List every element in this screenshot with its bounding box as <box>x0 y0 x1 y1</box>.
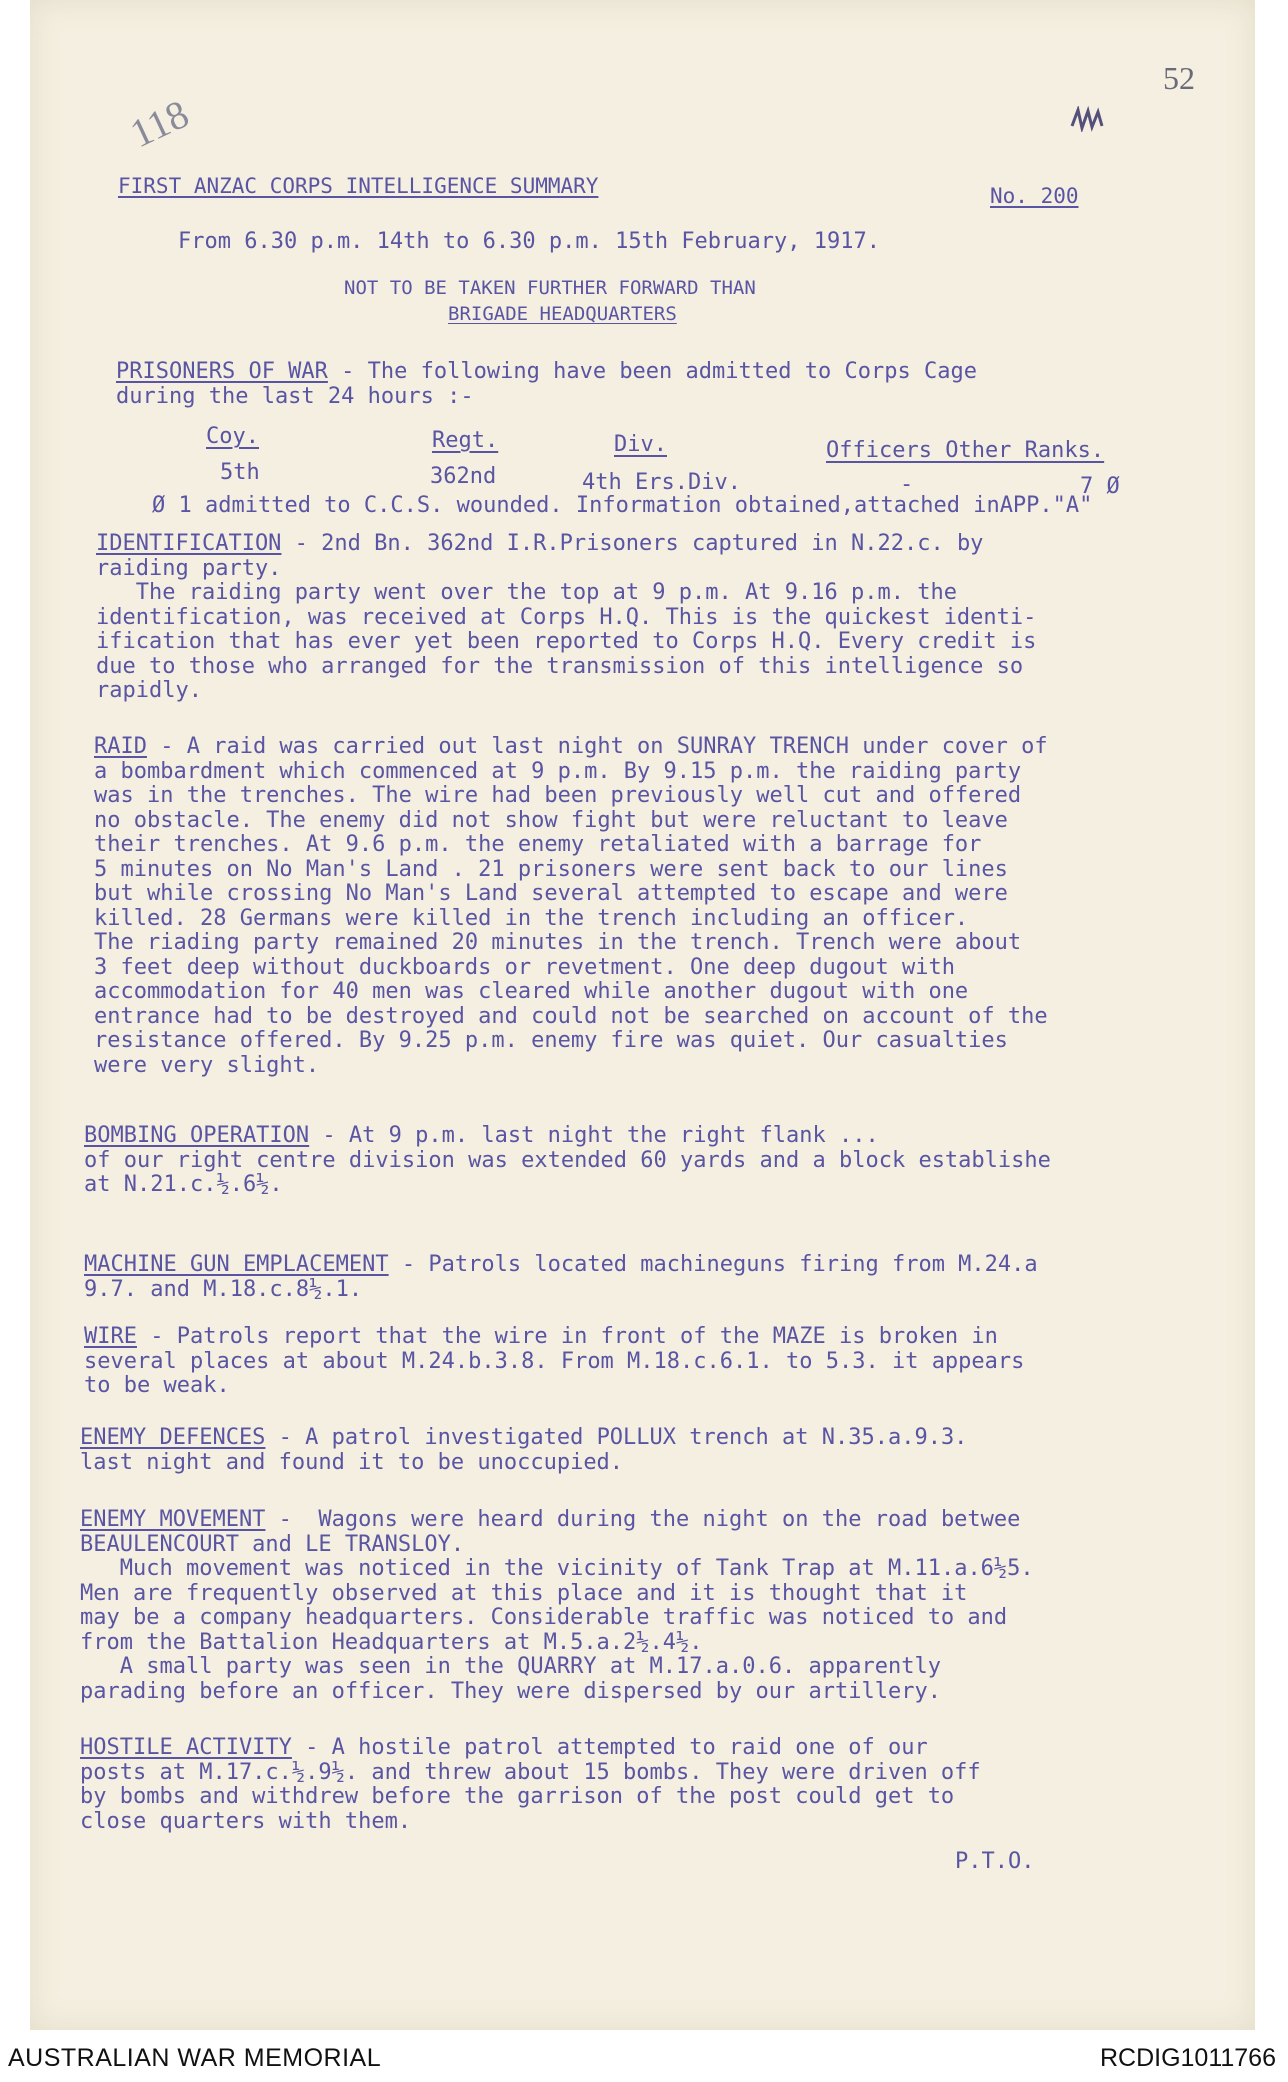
section-line: were very slight. <box>94 1052 320 1078</box>
prisoners-heading: PRISONERS OF WAR <box>116 359 328 384</box>
section-line: their trenches. At 9.6 p.m. the enemy retaliated with a barrage for <box>94 832 982 857</box>
section-5 <box>80 1426 1180 1475</box>
section-line: to be weak. <box>84 1373 230 1398</box>
section-lead: - A raid was carried out last night on SUNRAY TRENCH under cover of <box>146 734 1048 759</box>
section-line: posts at M.17.c.½.9½. and threw about 15 bombs. They were driven off <box>80 1759 981 1785</box>
section-line: several places at about M.24.b.3.8. From M.18.c.6.1. to 5.3. it appears <box>84 1348 1025 1374</box>
cell-other-ranks: 7 Ø <box>1080 474 1120 499</box>
section-heading: BOMBING OPERATION <box>84 1123 310 1148</box>
section-lead: - Patrols located machineguns firing from M.24.a <box>388 1252 1038 1277</box>
section-heading: IDENTIFICATION <box>96 531 282 556</box>
cell-officers: - <box>900 472 914 497</box>
summary-title: FIRST ANZAC CORPS INTELLIGENCE SUMMARY <box>118 174 599 198</box>
section-1 <box>94 735 1194 1078</box>
section-first-line <box>84 1253 1184 1278</box>
restriction-line-1: NOT TO BE TAKEN FURTHER FORWARD THAN <box>344 277 756 299</box>
footer-source: AUSTRALIAN WAR MEMORIAL <box>8 2044 382 2072</box>
section-line: no obstacle. The enemy did not show fight but were reluctant to leave <box>94 807 1008 833</box>
prisoners-intro-2: during the last 24 hours :- <box>116 384 474 409</box>
section-first-line <box>84 1124 1184 1149</box>
section-line: of our right centre division was extended 60 yards and a block establishe <box>84 1147 1051 1173</box>
footer-id: RCDIG1011766 <box>1099 2044 1276 2072</box>
section-line: at N.21.c.½.6½. <box>84 1172 283 1197</box>
cell-regt: 362nd <box>430 464 497 489</box>
section-lead: - 2nd Bn. 362nd I.R.Prisoners captured in N.22.c. by <box>281 531 984 556</box>
pencil-annotation: 118 <box>123 90 196 157</box>
section-line: resistance offered. By 9.25 p.m. enemy fire was quiet. Our casualties <box>94 1028 1008 1053</box>
prisoners-note: Ø 1 admitted to C.C.S. wounded. Information obtained,attached inAPP."A" <box>152 493 1093 518</box>
prisoners-intro: - The following have been admitted to Corps Cage <box>327 359 977 384</box>
section-heading: WIRE <box>84 1324 137 1349</box>
section-heading: HOSTILE ACTIVITY <box>80 1735 292 1760</box>
section-first-line <box>94 735 1194 760</box>
section-6 <box>80 1508 1180 1704</box>
section-line: due to those who arranged for the transmission of this intelligence so <box>96 653 1024 679</box>
section-0 <box>96 532 1196 704</box>
section-lead: - A patrol investigated POLLUX trench at N.35.a.9.3. <box>265 1425 968 1450</box>
section-first-line <box>84 1325 1184 1350</box>
section-4 <box>84 1325 1184 1399</box>
section-first-line <box>80 1426 1180 1451</box>
section-line: raiding party. <box>96 555 282 581</box>
section-line: close quarters with them. <box>80 1808 412 1834</box>
section-2 <box>84 1124 1184 1198</box>
section-heading: ENEMY MOVEMENT <box>80 1507 266 1532</box>
section-line: from the Battalion Headquarters at M.5.a.2½.4½. <box>80 1629 703 1655</box>
section-heading: ENEMY DEFENCES <box>80 1425 266 1450</box>
section-lead: - Wagons were heard during the night on the road betwee <box>265 1507 1021 1532</box>
section-lead: - A hostile patrol attempted to raid one of our <box>291 1735 928 1760</box>
section-line: may be a company headquarters. Considerable traffic was noticed to and <box>80 1605 1008 1630</box>
section-line: killed. 28 Germans were killed in the trench including an officer. <box>94 905 969 931</box>
section-line: A small party was seen in the QUARRY at M.17.a.0.6. apparently <box>80 1654 941 1679</box>
section-heading: RAID <box>94 734 147 759</box>
section-heading: MACHINE GUN EMPLACEMENT <box>84 1252 389 1277</box>
section-line: accommodation for 40 men was cleared while another dugout with one <box>94 979 969 1004</box>
section-line: last night and found it to be unoccupied. <box>80 1449 624 1475</box>
footer-bar <box>0 2040 1288 2082</box>
section-7 <box>80 1736 1180 1834</box>
section-lead: - At 9 p.m. last night the right flank ... <box>309 1123 879 1148</box>
section-line: Men are frequently observed at this place and it is thought that it <box>80 1580 968 1606</box>
section-line: BEAULENCOURT and LE TRANSLOY. <box>80 1531 465 1557</box>
section-line: 9.7. and M.18.c.8½.1. <box>84 1276 363 1302</box>
section-line: The raiding party went over the top at 9 p.m. At 9.16 p.m. the <box>96 580 957 605</box>
section-lead: - Patrols report that the wire in front of the MAZE is broken in <box>136 1324 998 1349</box>
summary-period: From 6.30 p.m. 14th to 6.30 p.m. 15th February, 1917. <box>178 229 880 254</box>
section-line: The riading party remained 20 minutes in the trench. Trench were about <box>94 930 1022 955</box>
section-first-line <box>80 1736 1180 1761</box>
section-line: 3 feet deep without duckboards or revetment. One deep dugout with <box>94 954 955 980</box>
section-line: identification, was received at Corps H.Q. This is the quickest identi- <box>96 604 1037 630</box>
section-line: Much movement was noticed in the vicinity of Tank Trap at M.11.a.6½5. <box>80 1556 1034 1581</box>
section-first-line <box>96 532 1196 557</box>
cell-div: 4th Ers.Div. <box>582 470 741 495</box>
section-line: rapidly. <box>96 678 202 703</box>
section-line: a bombardment which commenced at 9 p.m. By 9.15 p.m. the raiding party <box>94 758 1022 784</box>
section-line: 5 minutes on No Man's Land . 21 prisoners were sent back to our lines <box>94 856 1008 882</box>
col-header-ranks: Officers Other Ranks. <box>826 438 1105 463</box>
col-header-regt: Regt. <box>432 428 499 453</box>
section-line: ification that has ever yet been reported to Corps H.Q. Every credit is <box>96 629 1037 654</box>
summary-number: No. 200 <box>990 184 1079 208</box>
prisoners-section <box>116 360 1176 385</box>
scribble-mark <box>1068 106 1106 132</box>
col-header-coy: Coy. <box>206 424 259 449</box>
section-3 <box>84 1253 1184 1302</box>
page-number: 52 <box>1163 60 1195 96</box>
restriction-line-2: BRIGADE HEADQUARTERS <box>448 303 677 325</box>
section-first-line <box>80 1508 1180 1533</box>
section-line: was in the trenches. The wire had been previously well cut and offered <box>94 783 1022 808</box>
section-line: by bombs and withdrew before the garrison of the post could get to <box>80 1784 955 1809</box>
section-line: but while crossing No Man's Land several attempted to escape and were <box>94 881 1008 906</box>
cell-coy: 5th <box>220 460 260 485</box>
pto-note: P.T.O. <box>955 1849 1035 1874</box>
section-line: entrance had to be destroyed and could not be searched on account of the <box>94 1003 1048 1029</box>
col-header-div: Div. <box>614 432 667 457</box>
section-line: parading before an officer. They were dispersed by our artillery. <box>80 1678 941 1704</box>
